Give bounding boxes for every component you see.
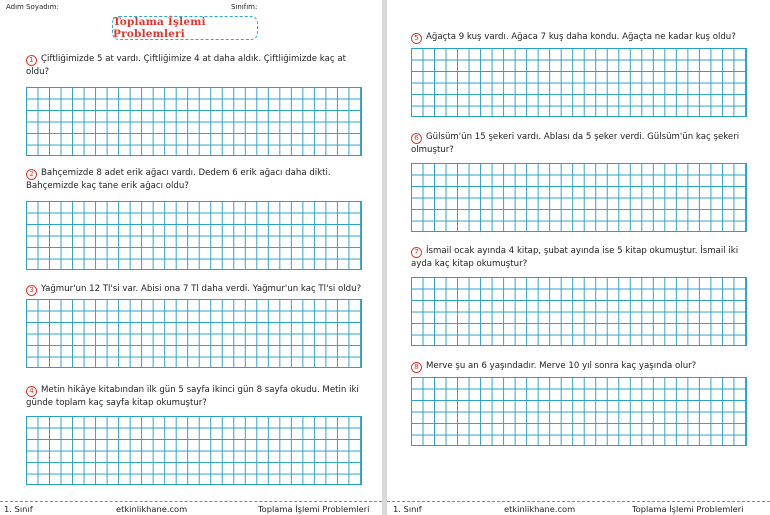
worksheet-title: Toplama İşlemi Problemleri	[113, 16, 206, 40]
worksheet-page-right	[387, 0, 770, 515]
answer-grid-2	[26, 201, 362, 270]
worksheet-title-box	[112, 16, 258, 40]
question-text-6: Gülsüm'ün 15 şekeri vardı. Ablası da 5 şeker verdi. Gülsüm'ün kaç şekeri olmuştur?	[411, 132, 740, 155]
answer-grid-7	[411, 277, 747, 346]
name-label: Adım Soyadım:	[6, 3, 59, 11]
footer-divider	[387, 501, 770, 502]
question-text-8: Merve şu an 6 yaşındadır. Merve 10 yıl sonra kaç yaşında olur?	[426, 361, 697, 371]
question-text-7: İsmail ocak ayında 4 kitap, şubat ayında ise 5 kitap okumuştur. İsmail iki ayda kaç kitap okumuştur?	[411, 246, 739, 269]
question-1	[26, 53, 362, 79]
worksheet-page-left	[0, 0, 382, 515]
question-text-3: Yağmur'un 12 Tl'si var. Abisi ona 7 Tl daha verdi. Yağmur'un kaç Tl'si oldu?	[41, 284, 362, 294]
question-text-5: Ağaçta 9 kuş vardı. Ağaca 7 kuş daha kondu. Ağaçta ne kadar kuş oldu?	[426, 32, 736, 42]
question-6	[411, 131, 747, 157]
answer-grid-4	[26, 416, 362, 485]
answer-grid-5	[411, 48, 747, 117]
footer-topic: Toplama İşlemi Problemleri	[258, 504, 370, 514]
question-text-1: Çiftliğimizde 5 at vardı. Çiftliğimize 4 at daha aldık. Çiftliğimizde kaç at oldu?	[26, 54, 346, 77]
question-7	[411, 245, 747, 271]
footer-site: etkinlikhane.com	[504, 504, 576, 514]
footer-grade: 1. Sınıf	[393, 504, 422, 514]
question-number-4: 4	[26, 386, 37, 397]
question-4	[26, 384, 362, 410]
question-number-1: 1	[26, 55, 37, 66]
question-number-7: 7	[411, 247, 422, 258]
question-number-3: 3	[26, 285, 37, 296]
question-8	[411, 360, 747, 373]
class-label: Sınıfım:	[231, 3, 258, 11]
footer-grade: 1. Sınıf	[4, 504, 33, 514]
footer-divider	[0, 501, 382, 502]
question-number-5: 5	[411, 33, 422, 44]
answer-grid-1	[26, 87, 362, 156]
footer-topic: Toplama İşlemi Problemleri	[632, 504, 744, 514]
question-number-6: 6	[411, 133, 422, 144]
question-3	[26, 283, 362, 296]
question-5	[411, 31, 747, 44]
footer-site: etkinlikhane.com	[116, 504, 188, 514]
answer-grid-3	[26, 299, 362, 368]
question-number-2: 2	[26, 169, 37, 180]
question-2	[26, 167, 362, 193]
question-text-2: Bahçemizde 8 adet erik ağacı vardı. Dedem 6 erik ağacı daha dikti. Bahçemizde kaç tane erik ağacı oldu?	[26, 168, 331, 191]
answer-grid-6	[411, 163, 747, 232]
answer-grid-8	[411, 377, 747, 446]
question-text-4: Metin hikâye kitabından ilk gün 5 sayfa ikinci gün 8 sayfa okudu. Metin iki günde toplam kaç sayfa kitap okumuştur?	[26, 385, 359, 408]
question-number-8: 8	[411, 362, 422, 373]
